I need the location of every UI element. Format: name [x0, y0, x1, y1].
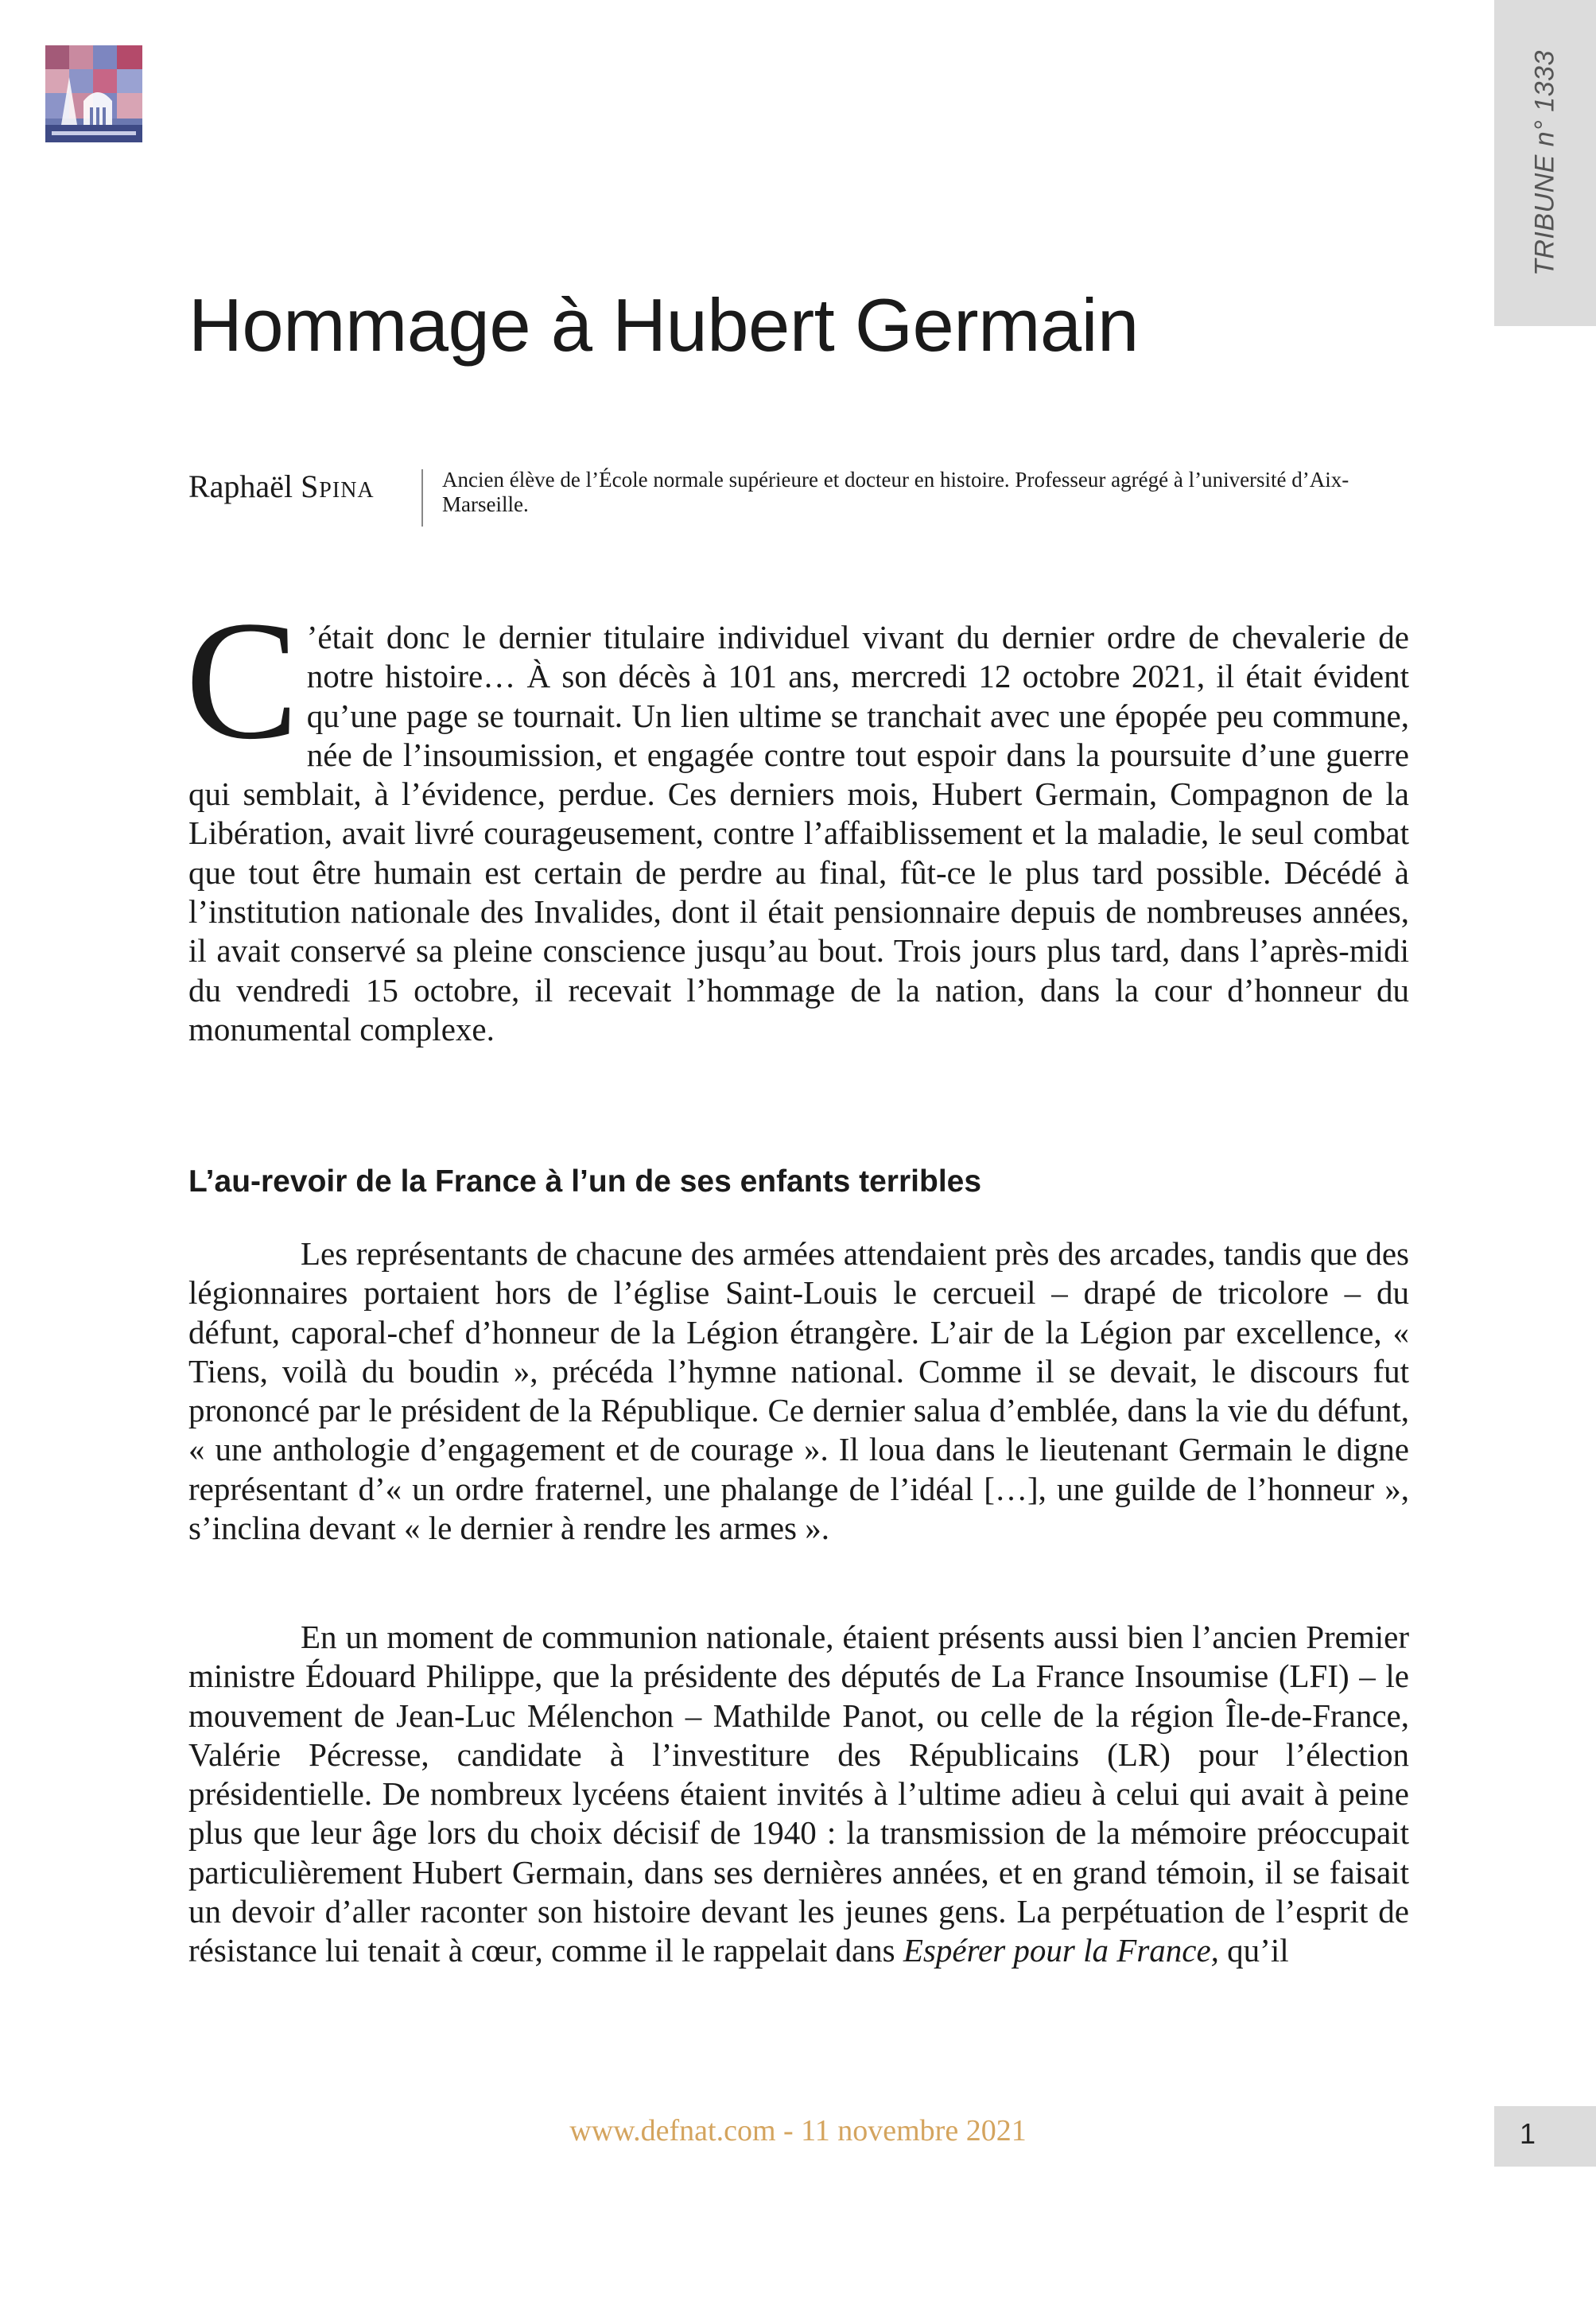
lead-text: ’était donc le dernier titulaire individuel vivant du dernier ordre de chevalerie de notre histoire… À son décès à 101 ans, mercredi 12 octobre 2021, il était évident qu’une page se tournait. Un lien ultime se tranchait avec une épopée peu commune, née de l’insoumission, et engagée contre tout espoir dans la poursuite d’une guerre qui semblait, à l’évidence, perdue. Ces derniers mois, Hubert Germain, Compagnon de la Libération, avait livré courageusement, contre l’affaiblissement et la maladie, le seul combat que tout être humain est certain de perdre au final, fût-ce le plus tard possible. Décédé à l’institution nationale des Invalides, dont il était pensionnaire depuis de nombreuses années, il avait conservé sa pleine conscience jusqu’au bout. Trois jours plus tard, dans l’après-midi du vendredi 15 octobre, il recevait l’hommage de la nation, dans la cour d’honneur du monumental complexe. [188, 619, 1409, 1047]
paragraph-1 [188, 1234, 1409, 1548]
author-bio: Ancien élève de l’École normale supérieure et docteur en histoire. Professeur agrégé à l’université d’Aix-Marseille. [442, 468, 1349, 516]
author-divider [421, 469, 423, 527]
paragraph-2-end: qu’il [1218, 1932, 1289, 1969]
author-last-name: Spina [301, 468, 375, 504]
book-title: Espérer pour la France, [903, 1932, 1219, 1969]
author-first-name: Raphaël [188, 468, 301, 504]
drop-cap: C [185, 586, 299, 775]
paragraph-1-text: Les représentants de chacune des armées attendaient près des arcades, tandis que des légionnaires portaient hors de l’église Saint-Louis le cercueil – drapé de tricolore – du défunt, caporal-chef d’honneur de la Légion étrangère. L’air de la Légion par excellence, « Tiens, voilà du boudin », précéda l’hymne national. Comme il se devait, le discours fut prononcé par le président de la République. Ce dernier salua d’emblée, dans la vie du défunt, « une anthologie d’engagement et de courage ». Il loua dans le lieutenant Germain le digne représentant d’« un ordre fraternel, une phalange de l’idéal […], une guilde de l’honneur », s’inclina devant « le dernier à rendre les armes ». [188, 1235, 1409, 1547]
page-number-tab [1494, 2106, 1596, 2167]
page-number: 1 [1520, 2117, 1536, 2150]
lead-paragraph [185, 586, 1409, 1049]
article-title: Hommage à Hubert Germain [188, 283, 1139, 367]
tribune-tab [1494, 0, 1596, 326]
section-heading: L’au-revoir de la France à l’un de ses enfants terribles [188, 1164, 982, 1199]
footer-text: www.defnat.com - 11 novembre 2021 [569, 2114, 1027, 2147]
publication-logo [45, 45, 142, 142]
tribune-number: TRIBUNE n° 1333 [1529, 50, 1560, 276]
paragraph-2-text: En un moment de communion nationale, étaient présents aussi bien l’ancien Premier ministre Édouard Philippe, que la présidente des députés de La France Insoumise (LFI) – le mouvement de Jean-Luc Mélenchon – Mathilde Panot, ou celle de la région Île-de-France, Valérie Pécresse, candidate à l’investiture des Républicains (LR) pour l’élection présidentielle. De nombreux lycéens étaient invités à l’ultime adieu à celui qui avait à peine plus que leur âge lors du choix décisif de 1940 : la transmission de la mémoire préoccupait particulièrement Hubert Germain, dans ses dernières années, et en grand témoin, il se faisait un devoir d’aller raconter son histoire devant les jeunes gens. La perpétuation de l’esprit de résistance lui tenait à cœur, comme il le rappelait dans [188, 1619, 1409, 1969]
author-name [188, 468, 375, 505]
defense-nationale-logo-icon [45, 45, 142, 142]
paragraph-2 [188, 1618, 1409, 1971]
